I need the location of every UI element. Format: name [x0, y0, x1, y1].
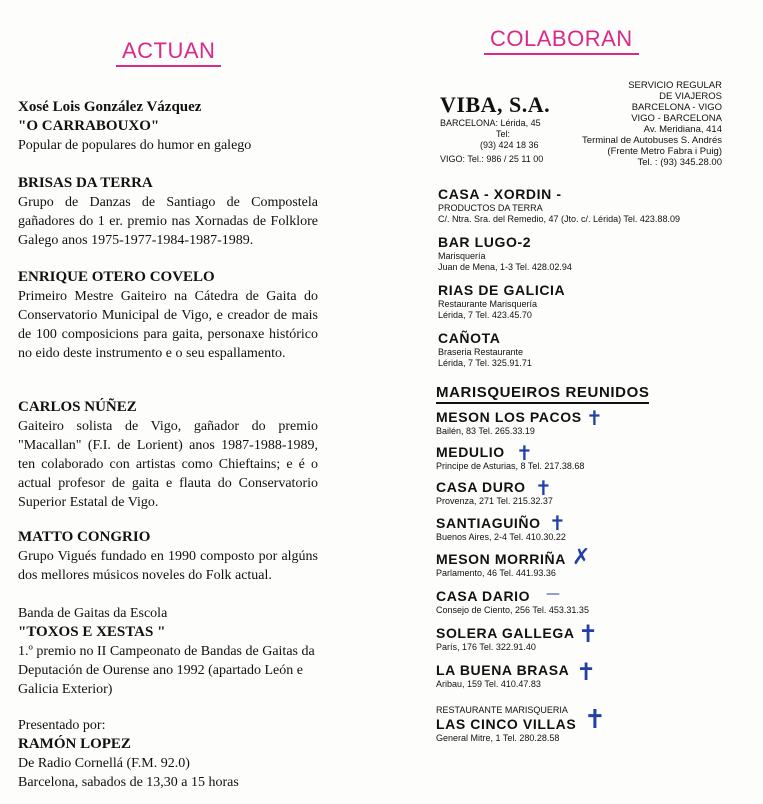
performer-carrabouxo — [18, 98, 318, 155]
sponsor-canota — [438, 330, 532, 369]
performer-alias: "O CARRABOUXO" — [18, 118, 160, 134]
marisqueiro-meson-los-pacos — [436, 409, 582, 437]
actuan-header: ACTUAN — [116, 38, 221, 67]
performer-otero — [18, 268, 318, 363]
service-line: Tel. : (93) 345.28.00 — [637, 157, 722, 168]
presenter-label: Presentado por: — [18, 718, 106, 733]
service-line: (Frente Metro Fabra i Puig) — [607, 146, 722, 157]
performer-name: ENRIQUE OTERO COVELO — [18, 269, 215, 285]
sponsor-line: PRODUCTOS DA TERRA — [438, 203, 543, 213]
marisqueiro-name: SOLERA GALLEGA — [436, 625, 575, 641]
presenter-radio: De Radio Cornellá (F.M. 92.0) — [18, 756, 190, 771]
banda-description: 1.º premio no II Campeonato de Bandas de Gaitas da Deputación de Ourense ano 1992 (apartado León e Galicia Exterior) — [18, 644, 315, 697]
restaurant-type: RESTAURANTE MARISQUERIA — [436, 705, 568, 715]
performer-description: Primeiro Mestre Gaiteiro na Cátedra de Gaita do Conservatorio Municipal de Vigo, e creador de mais de 100 composicions para gaita, personaxe histórico no eido deste instrumento e o seu espallamento. — [18, 289, 318, 361]
performer-description: Grupo de Danzas de Santiago de Compostela gañadores do 1 er. premio nas Xornadas de Folklore Galego anos 1975-1977-1984-1987-1989. — [18, 195, 318, 248]
performer-nunez — [18, 398, 318, 512]
viba-bcn-label: BARCELONA: — [440, 118, 499, 128]
service-line: SERVICIO REGULAR — [628, 80, 722, 91]
marisqueiro-medulio — [436, 441, 585, 472]
performer-description: Gaiteiro solista de Vigo, gañador do premio "Macallan" (F.I. de Lorient) anos 1987-1988-1989, ten colaborado con artistas como Chieftains; e é o actual profesor de gaita e flauta do Conservatorio Superior Estatal de Vigo. — [18, 419, 318, 510]
viba-service — [572, 80, 722, 168]
sponsor-rias-de-galicia — [438, 282, 565, 321]
banda-title: "TOXOS E XESTAS " — [18, 624, 166, 640]
viba-bcn-address: Lérida, 45 — [500, 118, 541, 128]
sponsor-line: Marisquería — [438, 251, 486, 261]
presenter-name: RAMÓN LOPEZ — [18, 736, 131, 752]
handwritten-cross-mark: ✝ — [584, 705, 606, 735]
viba-tel-label: Tel: — [496, 129, 511, 139]
service-line: Av. Meridiana, 414 — [643, 124, 722, 135]
marisqueiro-name: MESON MORRIÑA — [436, 551, 566, 567]
performer-matto — [18, 528, 318, 585]
colaboran-header: COLABORAN — [484, 26, 639, 55]
marisqueiro-address: París, 176 Tel. 322.91.40 — [436, 642, 536, 652]
sponsor-line: Restaurante Marisquería — [438, 299, 538, 309]
performer-description: Popular de populares do humor en galego — [18, 138, 252, 153]
handwritten-x-mark: ✗ — [572, 545, 591, 570]
marisqueiro-address: Bailén, 83 Tel. 265.33.19 — [436, 426, 535, 436]
handwritten-cross-mark: ✝ — [516, 441, 533, 465]
sponsor-name: CASA - XORDIN - — [438, 186, 562, 202]
marisqueiro-la-buena-brasa — [436, 662, 569, 690]
marisqueiro-address: Aribau, 159 Tel. 410.47.83 — [436, 679, 541, 689]
marisqueiro-name: MEDULIO — [436, 444, 505, 460]
performer-banda — [18, 604, 318, 699]
viba-bcn-tel: (93) 424 18 36 — [480, 140, 539, 150]
handwritten-cross-mark: ✝ — [578, 620, 599, 648]
marisqueiro-name: SANTIAGUIÑO — [436, 515, 541, 531]
marisqueiro-casa-dario — [436, 588, 589, 616]
marisqueiro-meson-morrina — [436, 551, 566, 579]
sponsor-name: CAÑOTA — [438, 330, 501, 346]
sponsor-name: BAR LUGO-2 — [438, 234, 532, 250]
marisqueiro-name: LA BUENA BRASA — [436, 662, 570, 678]
marisqueiros-title: MARISQUEIROS REUNIDOS — [436, 384, 649, 404]
service-line: DE VIAJEROS — [659, 91, 722, 102]
sponsor-name: RIAS DE GALICIA — [438, 282, 566, 298]
handwritten-dash-mark: — — [546, 586, 560, 602]
viba-block — [440, 92, 580, 165]
sponsor-line: Juan de Mena, 1-3 Tel. 428.02.94 — [438, 262, 572, 272]
handwritten-cross-mark: ✝ — [549, 511, 566, 535]
service-line: VIGO - BARCELONA — [631, 113, 722, 124]
handwritten-cross-mark: ✝ — [576, 658, 597, 686]
marisqueiro-name: CASA DARIO — [436, 588, 531, 604]
handwritten-cross-mark: ✝ — [586, 406, 603, 430]
sponsor-line: Braseria Restaurante — [438, 347, 524, 357]
sponsor-casa-xordin — [438, 186, 680, 225]
marisqueiro-name: MESON LOS PACOS — [436, 409, 582, 425]
marisqueiro-address: Parlamento, 46 Tel. 441.93.36 — [436, 568, 556, 578]
handwritten-cross-mark: ✝ — [535, 476, 552, 500]
marisqueiro-las-cinco-villas — [436, 705, 576, 744]
marisqueiro-address: Consejo de Ciento, 256 Tel. 453.31.35 — [436, 605, 589, 615]
presenter-block — [18, 716, 318, 792]
sponsor-line: Lérida, 7 Tel. 423.45.70 — [438, 310, 532, 320]
marisqueiro-address: Buenos Aires, 2-4 Tel. 410.30.22 — [436, 532, 566, 542]
performer-name: CARLOS NÚÑEZ — [18, 399, 137, 415]
marisqueiro-name: LAS CINCO VILLAS — [436, 716, 577, 732]
sponsor-line: C/. Ntra. Sra. del Remedio, 47 (Jto. c/. Lérida) Tel. 423.88.09 — [438, 214, 680, 224]
sponsor-bar-lugo — [438, 234, 572, 273]
sponsor-line: Lérida, 7 Tel. 325.91.71 — [438, 358, 532, 368]
banda-line: Banda de Gaitas da Escola — [18, 606, 168, 621]
marisqueiro-address: General Mitre, 1 Tel. 280.28.58 — [436, 733, 560, 743]
marisqueiro-solera-gallega — [436, 625, 575, 653]
marisqueiro-address: Principe de Asturias, 8 Tel. 217.38.68 — [436, 461, 585, 471]
performer-name: Xosé Lois González Vázquez — [18, 99, 202, 115]
service-line: Terminal de Autobuses S. Andrés — [582, 135, 722, 146]
viba-name: VIBA, S.A. — [440, 92, 551, 117]
performer-name: BRISAS DA TERRA — [18, 175, 153, 191]
performer-description: Grupo Vigués fundado en 1990 composto por algúns dos mellores músicos noveles do Folk actual. — [18, 549, 318, 583]
service-line: BARCELONA - VIGO — [631, 102, 722, 113]
viba-vigo-tel: VIGO: Tel.: 986 / 25 11 00 — [440, 154, 544, 164]
performer-brisas — [18, 174, 318, 250]
marisqueiro-address: Provenza, 271 Tel. 215.32.37 — [436, 496, 553, 506]
performer-name: MATTO CONGRIO — [18, 529, 151, 545]
marisqueiro-santiaguino — [436, 511, 566, 543]
marisqueiro-name: CASA DURO — [436, 479, 526, 495]
presenter-schedule: Barcelona, sabados de 13,30 a 15 horas — [18, 775, 239, 790]
